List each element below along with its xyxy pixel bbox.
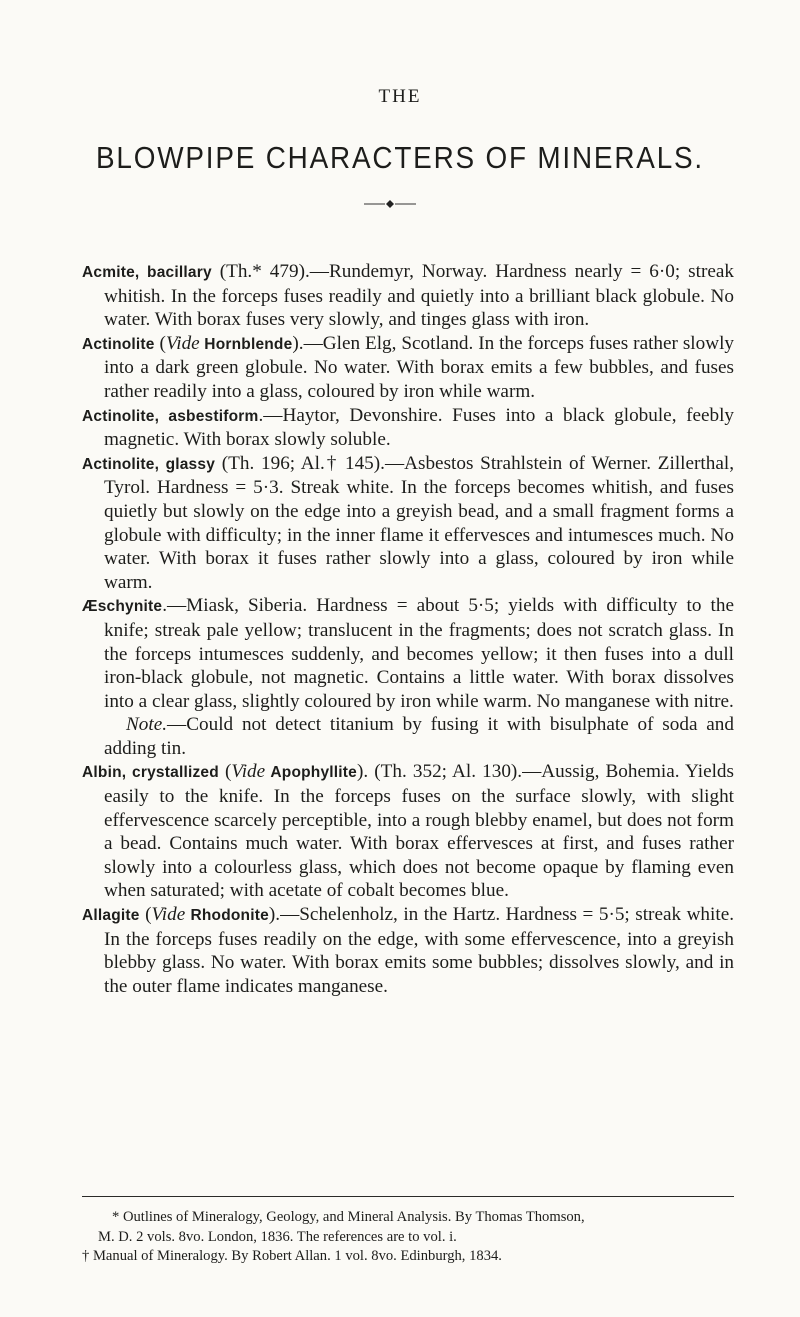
entry-text: ).—Glen Elg, Scotland. In the forceps fuses rather slowly into a dark green globule. No water. With borax emits a few bubbles, and fuses rather readily into a glass, coloured by iron while warm. (104, 332, 735, 402)
entry-text: (Th.* 479).—Rundemyr, Norway. Hardness nearly = 6·0; streak whitish. In the forceps fuses readily and quietly into a brilliant black globule. No water. With borax fuses very slowly, and tinges glass with iron. (104, 261, 734, 331)
entry-name: Æschynite (82, 598, 163, 616)
entry-name: Actinolite, asbestiform (82, 407, 259, 425)
vide-reference: Vide (151, 904, 186, 926)
title-kicker: THE (378, 86, 422, 107)
entry-acmite (82, 260, 734, 332)
vide-reference: Vide (231, 761, 266, 783)
entry-text: .—Miask, Siberia. Hardness = about 5·5; yields with difficulty to the knife; streak pale yellow; translucent in the fragments; does not scratch glass. In the forceps intumesces suddenly, and becomes yellow; it then fuses into a dull iron-black globule, not magnetic. Contains a little water. With borax dissolves into a clear glass, slightly coloured by iron while warm. No manganese with nitre. (104, 595, 734, 712)
entry-name: Acmite, bacillary (82, 264, 212, 281)
entry-note-text: —Could not detect titanium by fusing it with bisulphate of soda and adding tin. (104, 714, 734, 759)
footnote-thomson (82, 1208, 742, 1247)
entries-body (82, 260, 734, 998)
entry-allagite (82, 903, 734, 998)
footnotes (82, 1208, 742, 1267)
entry-name: Albin, crystallized (82, 764, 219, 782)
footnote-allan (82, 1247, 742, 1267)
divider-ornament-icon (360, 199, 420, 209)
entry-text: ). (Th. 352; Al. 130).—Aussig, Bohemia. Yields easily to the knife. In the forceps fuses on the surface slowly, with slight effervescence scarcely perceptible, into a rough blebby enamel, but does not form a bead. Contains much water. With borax effervesces at first, and fuses rather slowly into a colourless glass, which does not become opaque by flaming even when saturated; with acetate of cobalt becomes blue. (104, 761, 734, 902)
entry-actinolite-asbestiform (82, 404, 734, 452)
entry-text: .—Haytor, Devonshire. Fuses into a black globule, feebly magnetic. With borax slowly soluble. (104, 404, 735, 451)
entry-actinolite (82, 332, 734, 404)
entry-cross-reference: Apophyllite (265, 764, 357, 782)
page-title: BLOWPIPE CHARACTERS OF MINERALS. (96, 140, 704, 175)
entry-note-label: Note. (126, 714, 168, 736)
entry-cross-reference: Hornblende (199, 335, 293, 353)
footnote-text: † Manual of Mineralogy. By Robert Allan. 1 vol. 8vo. Edinburgh, 1834. (82, 1248, 502, 1264)
entry-cross-reference: Rhodonite (185, 907, 269, 925)
entry-name: Actinolite, glassy (82, 455, 216, 473)
entry-name: Actinolite (82, 335, 155, 353)
entry-aeschynite (82, 594, 734, 760)
footnote-text-continued: M. D. 2 vols. 8vo. London, 1836. The references are to vol. i. (98, 1228, 457, 1245)
entry-text: ).—Schelenholz, in the Hartz. Hardness = 5·5; streak white. In the forceps fuses readily on the edge, with some effervescence, into a greyish blebby glass. No water. With borax emits some bubbles; dissolves slowly, and in the outer flame indicates manganese. (104, 904, 735, 997)
entry-actinolite-glassy (82, 452, 734, 595)
footnote-divider (82, 1196, 734, 1197)
footnote-text: * Outlines of Mineralogy, Geology, and Mineral Analysis. By Thomas Thomson, (112, 1209, 585, 1225)
entry-paren: ( (139, 904, 152, 926)
entry-paren: ( (218, 761, 232, 783)
vide-reference: Vide (165, 332, 200, 354)
entry-paren: ( (154, 332, 166, 354)
entry-albin (82, 760, 734, 903)
entry-text: (Th. 196; Al.† 145).—Asbestos Strahlstein of Werner. Zillerthal, Tyrol. Hardness = 5·3. Streak white. In the forceps becomes whitish, and fuses quietly but slowly on the edge into a greyish bead, and a small fragment forms a globule with difficulty; in the inner flame it effervesces and intumesces much. No water. With borax it fuses rather slowly into a glass, coloured by iron while warm. (104, 452, 734, 593)
entry-name: Allagite (82, 907, 140, 925)
